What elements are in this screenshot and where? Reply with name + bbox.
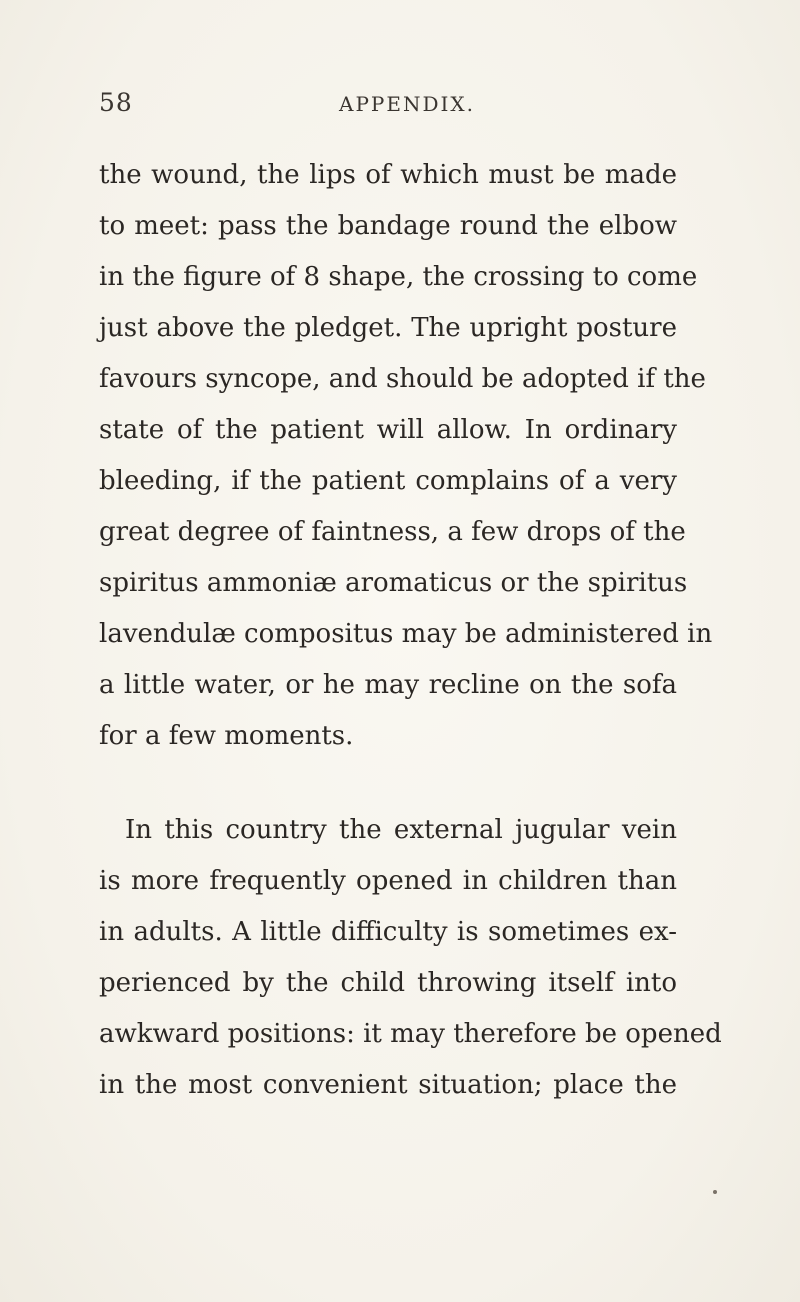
text-line: a little water, or he may recline on the sofa (99, 670, 677, 700)
text-line: state of the patient will allow. In ordinary (99, 415, 677, 445)
text-line: in the figure of 8 shape, the crossing to come (99, 262, 698, 292)
text-line: in adults. A little difficulty is sometimes ex- (99, 917, 677, 947)
page-number: 58 (99, 88, 133, 117)
running-head (99, 88, 659, 128)
paragraph-2 (99, 805, 722, 1111)
text-line: is more frequently opened in children than (99, 866, 677, 896)
paragraph-1 (99, 150, 713, 762)
text-line: favours syncope, and should be adopted if the (99, 364, 706, 394)
text-line: great degree of faintness, a few drops of the (99, 517, 686, 547)
text-line: to meet: pass the bandage round the elbow (99, 211, 677, 241)
body-text (99, 150, 722, 1111)
text-line: awkward positions: it may therefore be opened (99, 1019, 722, 1049)
text-line: spiritus ammoniæ aromaticus or the spiritus (99, 568, 688, 598)
text-line: for a few moments. (99, 721, 354, 751)
text-line: lavendulæ compositus may be administered in (99, 619, 713, 649)
running-title: APPENDIX. (339, 92, 475, 116)
text-line: in the most convenient situation; place the (99, 1070, 677, 1100)
ink-speck (713, 1190, 717, 1194)
text-line: bleeding, if the patient complains of a very (99, 466, 677, 496)
paragraph-gap (99, 762, 677, 805)
text-line: just above the pledget. The upright posture (99, 313, 677, 343)
text-line: perienced by the child throwing itself into (99, 968, 677, 998)
text-line: the wound, the lips of which must be made (99, 160, 677, 190)
text-line: In this country the external jugular vein (125, 815, 677, 845)
